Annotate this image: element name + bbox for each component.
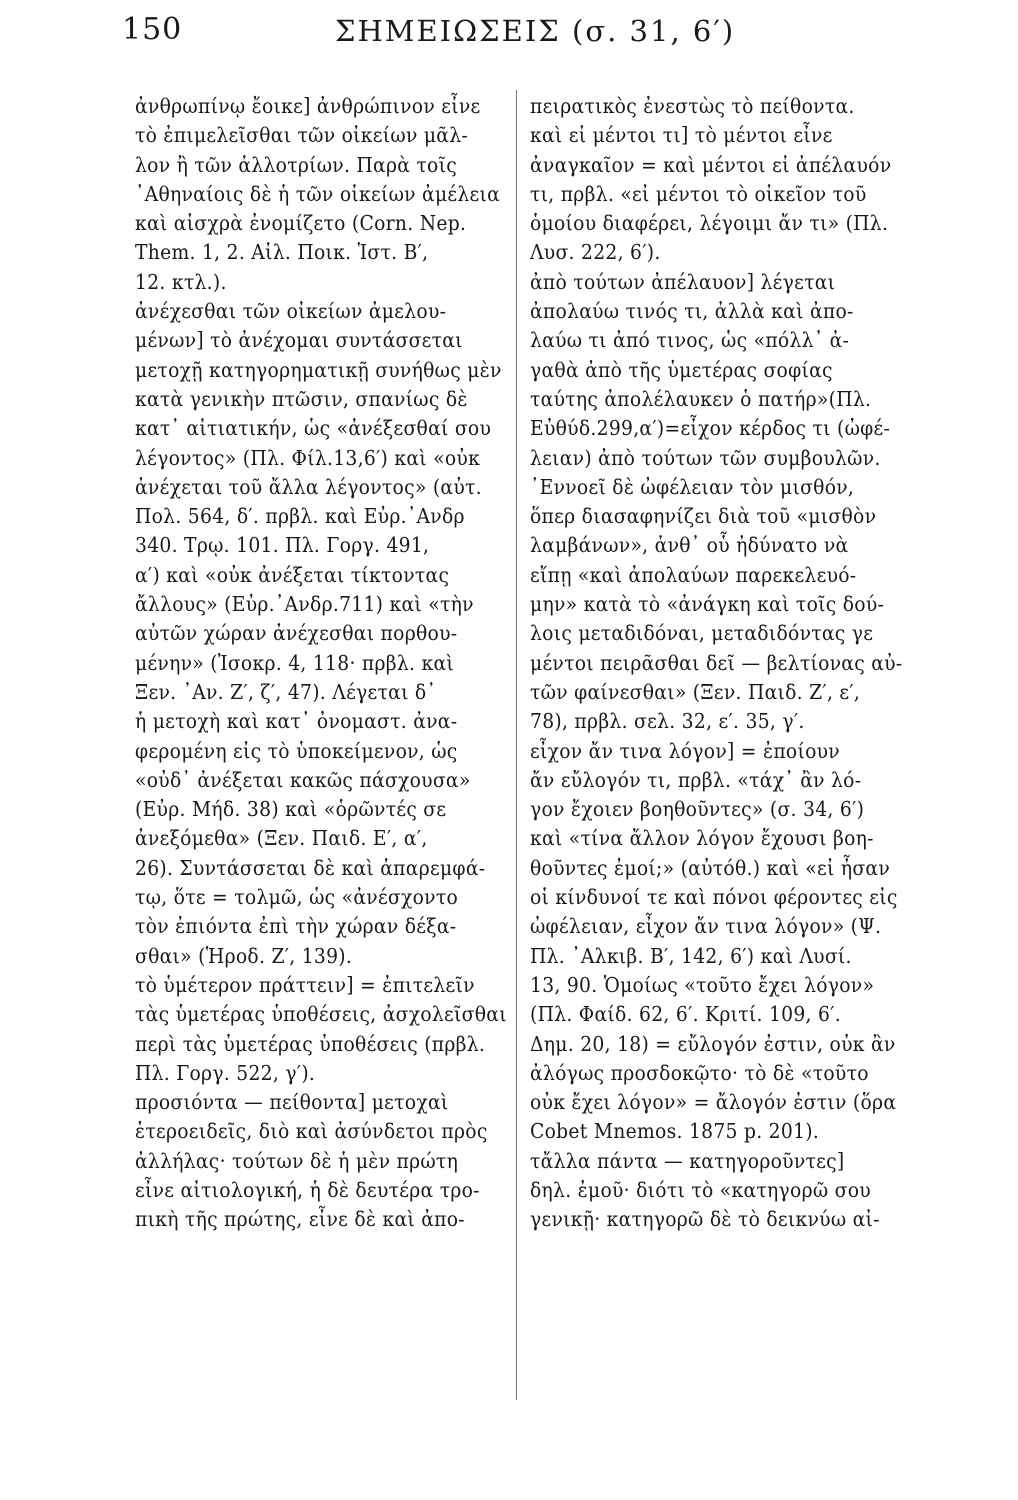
text-line: Εὐθύδ.299,α′)=εἶχον κέρδος τι (ὠφέ- — [530, 416, 891, 441]
text-line: 13, 90. Ὁμοίως «τοῦτο ἔχει λόγον» — [530, 972, 875, 997]
text-line: τὸ ἐπιμελεῖσθαι τῶν οἰκείων μᾶλ- — [135, 123, 468, 148]
text-line: κατ᾿ αἰτιατικήν, ὡς «ἀνέξεσθαί σου — [135, 416, 492, 441]
text-line: μέντοι πειρᾶσθαι δεῖ — βελτίονας αὐ- — [530, 650, 903, 675]
text-line: ἀνθρωπίνῳ ἔοικε] ἀνθρώπινον εἶνε — [135, 94, 481, 118]
text-line: 26). Συντάσσεται δὲ καὶ ἀπαρεμφά- — [135, 855, 486, 880]
page-number: 150 — [122, 12, 183, 47]
text-line: Them. 1, 2. Αἰλ. Ποικ. Ἱστ. Β′, — [135, 240, 429, 265]
running-title: ΣΗΜΕΙΩΣΕΙΣ (σ. 31, 6′) — [335, 14, 736, 48]
text-line: ὅπερ διασαφηνίζει διὰ τοῦ «μισθὸν — [530, 504, 877, 529]
text-line: ταύτης ἀπολέλαυκεν ὁ πατήρ»(Πλ. — [530, 386, 872, 411]
text-line: ἑτεροειδεῖς, διὸ καὶ ἀσύνδετοι πρὸς — [135, 1119, 488, 1144]
text-line: τῶν φαίνεσθαι» (Ξεν. Παιδ. Ζ′, ε′, — [530, 679, 861, 704]
text-line: κατὰ γενικὴν πτῶσιν, σπανίως δὲ — [135, 386, 468, 411]
text-line: ἀπολαύω τινός τι, ἀλλὰ καὶ ἀπο- — [530, 299, 854, 324]
text-line: ἡ μετοχὴ καὶ κατ᾿ ὀνομαστ. ἀνα- — [135, 709, 458, 734]
text-line: οὐκ ἔχει λόγον» = ἄλογόν ἐστιν (ὅρα — [530, 1090, 897, 1115]
text-line: ἀλλήλας· τούτων δὲ ἡ μὲν πρώτη — [135, 1148, 459, 1173]
text-line: τὸν ἐπιόντα ἐπὶ τὴν χώραν δέξα- — [135, 914, 457, 939]
text-line: ἄν εὔλογόν τι, πρβλ. «τάχ᾿ ἂν λό- — [530, 767, 862, 792]
text-line: οἱ κίνδυνοί τε καὶ πόνοι φέροντες εἰς — [530, 885, 898, 910]
text-line: ἀπὸ τούτων ἀπέλαυον] λέγεται — [530, 269, 836, 294]
text-line: πειρατικὸς ἐνεστὼς τὸ πείθοντα. — [530, 94, 855, 118]
text-line: μετοχῇ κατηγορηματικῇ συνήθως μὲν — [135, 357, 502, 382]
text-line: 12. κτλ.). — [135, 269, 227, 294]
right-column — [530, 92, 937, 1235]
text-line: «οὐδ᾿ ἀνέξεται κακῶς πάσχουσα» — [135, 767, 471, 792]
text-line: εἶνε αἰτιολογική, ἡ δὲ δευτέρα τρο- — [135, 1177, 480, 1202]
text-line: γενικῇ· κατηγορῶ δὲ τὸ δεικνύω αἰ- — [530, 1207, 880, 1232]
text-line: Πλ. Γοργ. 522, γ′). — [135, 1060, 316, 1085]
text-line: γαθὰ ἀπὸ τῆς ὑμετέρας σοφίας — [530, 357, 833, 382]
text-line: θοῦντες ἐμοί;» (αὐτόθ.) καὶ «εἰ ἦσαν — [530, 855, 891, 880]
text-line: τὰς ὑμετέρας ὑποθέσεις, ἀσχολεῖσθαι — [135, 1002, 507, 1027]
text-line: αὐτῶν χώραν ἀνέχεσθαι πορθου- — [135, 621, 458, 646]
text-line: ᾿Εννοεῖ δὲ ὠφέλειαν τὸν μισθόν, — [530, 474, 855, 499]
text-line: α′) καὶ «οὐκ ἀνέξεται τίκτοντας — [135, 562, 450, 587]
text-line: Λυσ. 222, 6′). — [530, 240, 661, 265]
text-line: προσιόντα — πείθοντα] μετοχαὶ — [135, 1090, 449, 1115]
text-line: 78), πρβλ. σελ. 32, ε′. 35, γ′. — [530, 709, 805, 734]
text-line: Cobet Mnemos. 1875 p. 201). — [530, 1119, 820, 1144]
text-line: Δημ. 20, 18) = εὔλογόν ἐστιν, οὐκ ἂν — [530, 1031, 896, 1056]
text-line: λέγοντος» (Πλ. Φίλ.13,6′) καὶ «οὐκ — [135, 445, 481, 470]
text-line: λοις μεταδιδόναι, μεταδιδόντας γε — [530, 621, 874, 646]
text-line: ἀλόγως προσδοκῷτο· τὸ δὲ «τοῦτο — [530, 1060, 869, 1085]
text-line: φερομένη εἰς τὸ ὑποκείμενον, ὡς — [135, 738, 458, 763]
text-line: περὶ τὰς ὑμετέρας ὑποθέσεις (πρβλ. — [135, 1031, 486, 1056]
text-line: εἶχον ἄν τινα λόγον] = ἐποίουν — [530, 738, 840, 763]
text-line: λαύω τι ἀπό τινος, ὡς «πόλλ᾿ ἀ- — [530, 328, 850, 353]
text-line: (Πλ. Φαίδ. 62, 6′. Κριτί. 109, 6′. — [530, 1002, 841, 1027]
text-line: ᾿Αθηναίοις δὲ ἡ τῶν οἰκείων ἀμέλεια — [135, 181, 501, 206]
text-line: λειαν) ἀπὸ τούτων τῶν συμβουλῶν. — [530, 445, 881, 470]
text-line: εἴπῃ «καὶ ἀπολαύων παρεκελευό- — [530, 562, 857, 587]
text-line: ἄλλους» (Εὐρ.᾿Ανδρ.711) καὶ «τὴν — [135, 592, 474, 617]
text-line: καὶ εἰ μέντοι τι] τὸ μέντοι εἶνε — [530, 123, 833, 148]
text-line: λον ἢ τῶν ἀλλοτρίων. Παρὰ τοῖς — [135, 152, 457, 177]
text-line: καὶ αἰσχρὰ ἐνομίζετο (Corn. Nep. — [135, 211, 467, 236]
text-line: τὸ ὑμέτερον πράττειν] = ἐπιτελεῖν — [135, 972, 475, 997]
text-line: μένων] τὸ ἀνέχομαι συντάσσεται — [135, 328, 463, 353]
text-line: μένην» (Ἰσοκρ. 4, 118· πρβλ. καὶ — [135, 650, 455, 675]
text-line: μην» κατὰ τὸ «ἀνάγκη καὶ τοῖς δού- — [530, 592, 885, 617]
text-line: Πολ. 564, δ′. πρβλ. καὶ Εὐρ.᾿Ανδρ — [135, 504, 465, 529]
text-line: σθαι» (Ἡροδ. Ζ′, 139). — [135, 943, 353, 968]
text-line: γον ἔχοιεν βοηθοῦντες» (σ. 34, 6′) — [530, 797, 865, 822]
text-line: τἄλλα πάντα — κατηγοροῦντες] — [530, 1148, 845, 1173]
text-line: Πλ. ᾿Αλκιβ. Β′, 142, 6′) καὶ Λυσί. — [530, 943, 852, 968]
text-line: δηλ. ἐμοῦ· διότι τὸ «κατηγορῶ σου — [530, 1177, 871, 1202]
text-line: καὶ «τίνα ἄλλον λόγον ἔχουσι βοη- — [530, 826, 874, 851]
text-line: τι, πρβλ. «εἰ μέντοι τὸ οἰκεῖον τοῦ — [530, 181, 867, 206]
text-line: λαμβάνων», ἀνθ᾿ οὗ ἠδύνατο νὰ — [530, 533, 849, 558]
text-line: ἀνέχεται τοῦ ἄλλα λέγοντος» (αὐτ. — [135, 474, 482, 499]
text-line: ἀναγκαῖον = καὶ μέντοι εἰ ἀπέλαυόν — [530, 152, 892, 177]
left-column — [135, 92, 542, 1235]
text-line: πικὴ τῆς πρώτης, εἶνε δὲ καὶ ἀπο- — [135, 1207, 465, 1232]
text-line: Ξεν. ᾿Αν. Ζ′, ζ′, 47). Λέγεται δ᾿ — [135, 679, 437, 704]
text-line: τῳ, ὅτε = τολμῶ, ὡς «ἀνέσχοντο — [135, 885, 459, 910]
text-line: ὠφέλειαν, εἶχον ἄν τινα λόγον» (Ψ. — [530, 914, 882, 939]
text-line: ἀνέχεσθαι τῶν οἰκείων ἀμελου- — [135, 299, 447, 324]
text-line: ἀνεξόμεθα» (Ξεν. Παιδ. Ε′, α′, — [135, 826, 428, 851]
text-line: ὁμοίου διαφέρει, λέγοιμι ἄν τι» (Πλ. — [530, 211, 889, 236]
text-line: (Εὐρ. Μήδ. 38) καὶ «ὁρῶντές σε — [135, 797, 447, 822]
text-line: 340. Τρῳ. 101. Πλ. Γοργ. 491, — [135, 533, 430, 558]
